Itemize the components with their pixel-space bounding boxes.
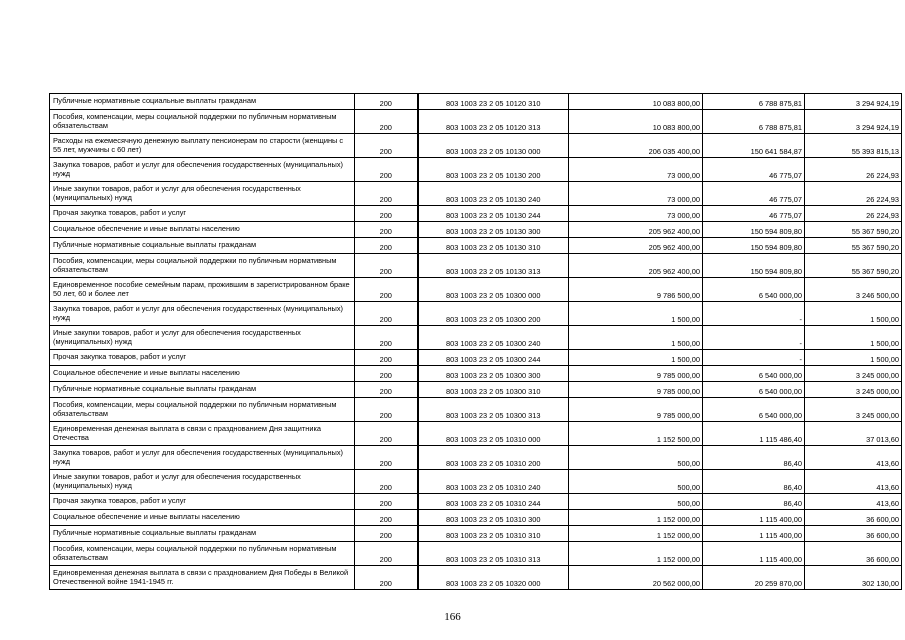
row-executed-amount: 6 788 875,81 (703, 110, 805, 134)
table-row (50, 110, 902, 134)
row-name (50, 510, 355, 526)
table-row (50, 182, 902, 206)
row-remaining-amount: 55 367 590,20 (805, 222, 902, 238)
row-remaining-amount: 413,60 (805, 470, 902, 494)
row-approved-amount: 1 500,00 (569, 302, 703, 326)
row-executed-amount: - (703, 302, 805, 326)
row-approved-amount: 500,00 (569, 446, 703, 470)
row-approved-amount: 205 962 400,00 (569, 254, 703, 278)
table-row (50, 366, 902, 382)
row-kbk: 803 1003 23 2 05 10130 240 (418, 182, 569, 206)
table-row (50, 398, 902, 422)
row-code: 200 (355, 182, 418, 206)
row-executed-amount: 6 540 000,00 (703, 398, 805, 422)
row-kbk: 803 1003 23 2 05 10130 200 (418, 158, 569, 182)
row-kbk: 803 1003 23 2 05 10130 300 (418, 222, 569, 238)
row-name (50, 566, 355, 590)
row-kbk: 803 1003 23 2 05 10300 000 (418, 278, 569, 302)
row-approved-amount: 9 786 500,00 (569, 278, 703, 302)
row-code: 200 (355, 302, 418, 326)
row-name-text: Прочая закупка товаров, работ и услуг (53, 497, 187, 506)
row-executed-amount: 6 540 000,00 (703, 278, 805, 302)
table-row (50, 238, 902, 254)
row-name-text: Единовременная денежная выплата в связи с празднованием Дня Победы в Великой Отечественной войне 1941-1945 гг. (53, 569, 349, 586)
row-code: 200 (355, 510, 418, 526)
table-body (50, 94, 902, 590)
row-executed-amount: 150 594 809,80 (703, 238, 805, 254)
row-name (50, 110, 355, 134)
row-executed-amount: 20 259 870,00 (703, 566, 805, 590)
row-name-text: Публичные нормативные социальные выплаты гражданам (53, 529, 257, 538)
row-name (50, 542, 355, 566)
row-name-text: Пособия, компенсации, меры социальной поддержки по публичным нормативным обязательствам (53, 401, 337, 418)
row-code: 200 (355, 446, 418, 470)
row-code: 200 (355, 206, 418, 222)
row-executed-amount: 6 540 000,00 (703, 366, 805, 382)
row-kbk: 803 1003 23 2 05 10310 300 (418, 510, 569, 526)
row-name-text: Единовременная денежная выплата в связи с празднованием Дня защитника Отечества (53, 425, 321, 442)
row-kbk: 803 1003 23 2 05 10130 313 (418, 254, 569, 278)
row-kbk: 803 1003 23 2 05 10120 313 (418, 110, 569, 134)
row-code: 200 (355, 566, 418, 590)
row-executed-amount: 86,40 (703, 470, 805, 494)
row-kbk: 803 1003 23 2 05 10310 200 (418, 446, 569, 470)
row-remaining-amount: 3 246 500,00 (805, 278, 902, 302)
row-kbk: 803 1003 23 2 05 10300 300 (418, 366, 569, 382)
table-row (50, 446, 902, 470)
row-code: 200 (355, 542, 418, 566)
row-executed-amount: 1 115 486,40 (703, 422, 805, 446)
row-remaining-amount: 413,60 (805, 494, 902, 510)
row-code: 200 (355, 94, 418, 110)
row-approved-amount: 1 152 000,00 (569, 526, 703, 542)
row-remaining-amount: 3 294 924,19 (805, 110, 902, 134)
row-name (50, 350, 355, 366)
row-code: 200 (355, 254, 418, 278)
row-approved-amount: 205 962 400,00 (569, 222, 703, 238)
row-name-text: Публичные нормативные социальные выплаты гражданам (53, 385, 257, 394)
row-name (50, 470, 355, 494)
row-kbk: 803 1003 23 2 05 10310 240 (418, 470, 569, 494)
row-name-text: Иные закупки товаров, работ и услуг для обеспечения государственных (муниципальных) нужд (53, 329, 301, 346)
row-name-text: Публичные нормативные социальные выплаты гражданам (53, 241, 257, 250)
row-name-text: Прочая закупка товаров, работ и услуг (53, 353, 187, 362)
row-executed-amount: 150 594 809,80 (703, 222, 805, 238)
row-kbk: 803 1003 23 2 05 10300 313 (418, 398, 569, 422)
row-executed-amount: 6 540 000,00 (703, 382, 805, 398)
row-code: 200 (355, 398, 418, 422)
table-row (50, 350, 902, 366)
row-remaining-amount: 1 500,00 (805, 326, 902, 350)
row-name-text: Социальное обеспечение и иные выплаты населению (53, 513, 240, 522)
row-approved-amount: 10 083 800,00 (569, 94, 703, 110)
row-remaining-amount: 36 600,00 (805, 510, 902, 526)
row-kbk: 803 1003 23 2 05 10310 244 (418, 494, 569, 510)
row-name (50, 238, 355, 254)
row-code: 200 (355, 238, 418, 254)
table-row (50, 222, 902, 238)
row-name-text: Социальное обеспечение и иные выплаты населению (53, 369, 240, 378)
row-approved-amount: 1 152 000,00 (569, 510, 703, 526)
table-row (50, 470, 902, 494)
row-approved-amount: 20 562 000,00 (569, 566, 703, 590)
row-name (50, 366, 355, 382)
row-approved-amount: 9 785 000,00 (569, 382, 703, 398)
row-name-text: Пособия, компенсации, меры социальной поддержки по публичным нормативным обязательствам (53, 113, 337, 130)
row-executed-amount: - (703, 326, 805, 350)
row-name (50, 158, 355, 182)
row-name (50, 326, 355, 350)
row-kbk: 803 1003 23 2 05 10120 310 (418, 94, 569, 110)
row-name (50, 422, 355, 446)
row-kbk: 803 1003 23 2 05 10130 000 (418, 134, 569, 158)
row-approved-amount: 9 785 000,00 (569, 366, 703, 382)
table-row (50, 134, 902, 158)
row-code: 200 (355, 366, 418, 382)
row-approved-amount: 10 083 800,00 (569, 110, 703, 134)
row-name (50, 206, 355, 222)
row-code: 200 (355, 350, 418, 366)
row-approved-amount: 1 152 000,00 (569, 542, 703, 566)
row-name (50, 302, 355, 326)
row-executed-amount: 150 641 584,87 (703, 134, 805, 158)
row-remaining-amount: 1 500,00 (805, 302, 902, 326)
table-row (50, 542, 902, 566)
table-row (50, 278, 902, 302)
row-kbk: 803 1003 23 2 05 10310 310 (418, 526, 569, 542)
row-name-text: Публичные нормативные социальные выплаты гражданам (53, 97, 257, 106)
row-remaining-amount: 36 600,00 (805, 542, 902, 566)
budget-execution-table (49, 93, 902, 590)
row-remaining-amount: 26 224,93 (805, 158, 902, 182)
row-executed-amount: 1 115 400,00 (703, 510, 805, 526)
row-name (50, 182, 355, 206)
row-code: 200 (355, 470, 418, 494)
row-remaining-amount: 3 245 000,00 (805, 382, 902, 398)
row-kbk: 803 1003 23 2 05 10300 310 (418, 382, 569, 398)
row-approved-amount: 1 500,00 (569, 350, 703, 366)
row-remaining-amount: 26 224,93 (805, 182, 902, 206)
row-name-text: Пособия, компенсации, меры социальной поддержки по публичным нормативным обязательствам (53, 545, 337, 562)
row-name (50, 94, 355, 110)
row-name (50, 446, 355, 470)
row-code: 200 (355, 382, 418, 398)
row-remaining-amount: 1 500,00 (805, 350, 902, 366)
row-name (50, 222, 355, 238)
row-name-text: Пособия, компенсации, меры социальной поддержки по публичным нормативным обязательствам (53, 257, 337, 274)
row-executed-amount: - (703, 350, 805, 366)
row-approved-amount: 205 962 400,00 (569, 238, 703, 254)
table-row (50, 526, 902, 542)
row-code: 200 (355, 110, 418, 134)
table-row (50, 158, 902, 182)
row-remaining-amount: 36 600,00 (805, 526, 902, 542)
row-remaining-amount: 3 245 000,00 (805, 366, 902, 382)
row-executed-amount: 46 775,07 (703, 158, 805, 182)
row-executed-amount: 1 115 400,00 (703, 542, 805, 566)
row-remaining-amount: 55 367 590,20 (805, 254, 902, 278)
row-code: 200 (355, 494, 418, 510)
row-kbk: 803 1003 23 2 05 10300 240 (418, 326, 569, 350)
row-name-text: Иные закупки товаров, работ и услуг для обеспечения государственных (муниципальных) нужд (53, 473, 301, 490)
table-row (50, 382, 902, 398)
row-code: 200 (355, 278, 418, 302)
page-number: 166 (444, 611, 461, 623)
table-row (50, 422, 902, 446)
row-kbk: 803 1003 23 2 05 10130 310 (418, 238, 569, 254)
row-code: 200 (355, 134, 418, 158)
row-remaining-amount: 37 013,60 (805, 422, 902, 446)
table-row (50, 326, 902, 350)
row-name (50, 526, 355, 542)
row-remaining-amount: 413,60 (805, 446, 902, 470)
row-executed-amount: 86,40 (703, 494, 805, 510)
row-remaining-amount: 26 224,93 (805, 206, 902, 222)
row-code: 200 (355, 326, 418, 350)
row-executed-amount: 86,40 (703, 446, 805, 470)
table-row (50, 494, 902, 510)
row-approved-amount: 73 000,00 (569, 158, 703, 182)
row-name-text: Закупка товаров, работ и услуг для обеспечения государственных (муниципальных) нужд (53, 305, 343, 322)
row-name-text: Иные закупки товаров, работ и услуг для обеспечения государственных (муниципальных) нужд (53, 185, 301, 202)
row-kbk: 803 1003 23 2 05 10300 200 (418, 302, 569, 326)
row-name-text: Социальное обеспечение и иные выплаты населению (53, 225, 240, 234)
row-executed-amount: 1 115 400,00 (703, 526, 805, 542)
row-approved-amount: 73 000,00 (569, 206, 703, 222)
row-code: 200 (355, 422, 418, 446)
row-approved-amount: 1 500,00 (569, 326, 703, 350)
row-kbk: 803 1003 23 2 05 10320 000 (418, 566, 569, 590)
row-name-text: Прочая закупка товаров, работ и услуг (53, 209, 187, 218)
row-remaining-amount: 302 130,00 (805, 566, 902, 590)
row-name (50, 278, 355, 302)
row-kbk: 803 1003 23 2 05 10310 000 (418, 422, 569, 446)
row-code: 200 (355, 222, 418, 238)
table-row (50, 206, 902, 222)
table-row (50, 94, 902, 110)
row-remaining-amount: 55 367 590,20 (805, 238, 902, 254)
row-kbk: 803 1003 23 2 05 10300 244 (418, 350, 569, 366)
row-executed-amount: 6 788 875,81 (703, 94, 805, 110)
row-name (50, 494, 355, 510)
row-remaining-amount: 3 294 924,19 (805, 94, 902, 110)
row-code: 200 (355, 158, 418, 182)
row-approved-amount: 206 035 400,00 (569, 134, 703, 158)
row-code: 200 (355, 526, 418, 542)
row-name-text: Единовременное пособие семейным парам, прожившим в зарегистрированном браке 50 лет, 60 и более лет (53, 281, 350, 298)
row-executed-amount: 46 775,07 (703, 206, 805, 222)
table-row (50, 302, 902, 326)
row-remaining-amount: 3 245 000,00 (805, 398, 902, 422)
row-approved-amount: 1 152 500,00 (569, 422, 703, 446)
row-kbk: 803 1003 23 2 05 10310 313 (418, 542, 569, 566)
row-executed-amount: 46 775,07 (703, 182, 805, 206)
row-executed-amount: 150 594 809,80 (703, 254, 805, 278)
row-name (50, 134, 355, 158)
row-name-text: Закупка товаров, работ и услуг для обеспечения государственных (муниципальных) нужд (53, 449, 343, 466)
row-approved-amount: 73 000,00 (569, 182, 703, 206)
row-kbk: 803 1003 23 2 05 10130 244 (418, 206, 569, 222)
row-name (50, 398, 355, 422)
row-name (50, 382, 355, 398)
row-approved-amount: 500,00 (569, 494, 703, 510)
row-approved-amount: 500,00 (569, 470, 703, 494)
table-row (50, 510, 902, 526)
row-name-text: Закупка товаров, работ и услуг для обеспечения государственных (муниципальных) нужд (53, 161, 343, 178)
row-remaining-amount: 55 393 815,13 (805, 134, 902, 158)
row-name (50, 254, 355, 278)
row-name-text: Расходы на ежемесячную денежную выплату пенсионерам по старости (женщины с 55 лет, мужчины с 60 лет) (53, 137, 344, 154)
row-approved-amount: 9 785 000,00 (569, 398, 703, 422)
table-row (50, 254, 902, 278)
table-row (50, 566, 902, 590)
